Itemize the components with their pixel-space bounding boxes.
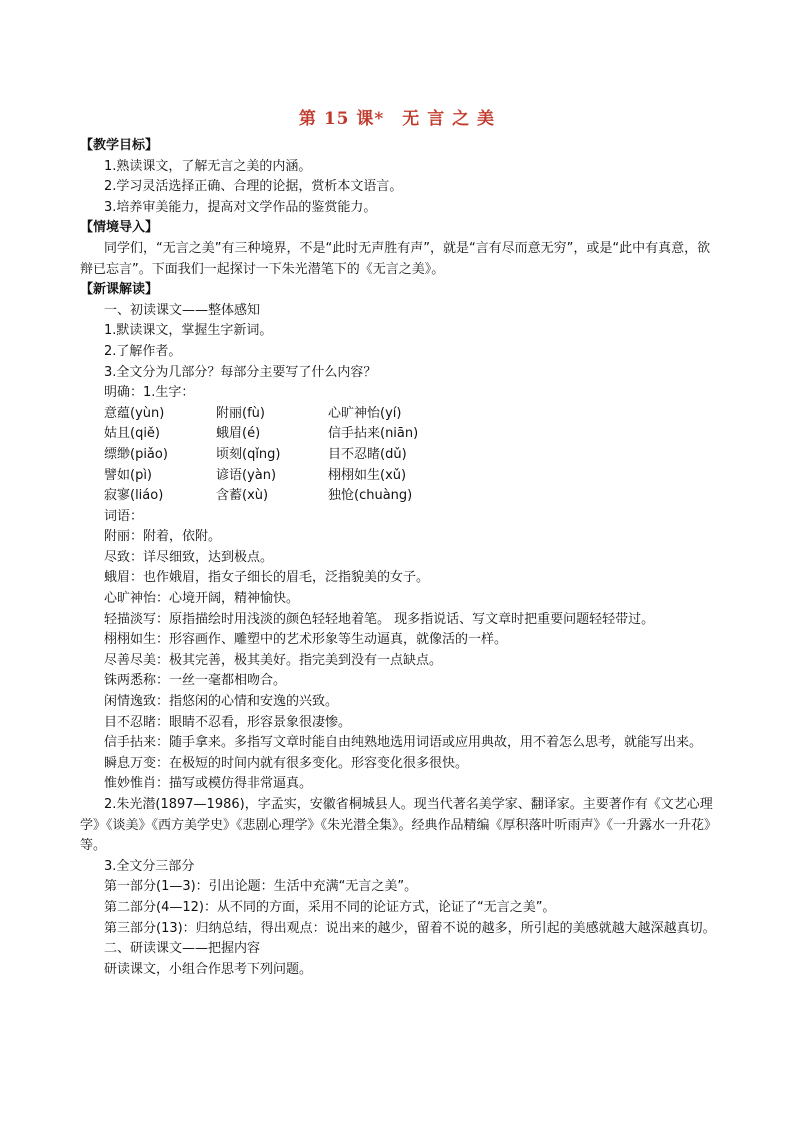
vocab-item: 含蓄(xù) xyxy=(216,488,269,504)
question-1: 1.默读课文，掌握生字新词。 xyxy=(104,323,273,339)
vocab-item: 譬如(pì) xyxy=(104,467,153,483)
vocab-item: 蛾眉(é) xyxy=(216,426,261,442)
objective-item: 2.学习灵活选择正确、合理的论据，赏析本文语言。 xyxy=(104,179,403,195)
structure-item: 第一部分(1—3)：引出论题：生活中充满“无言之美”。 xyxy=(104,879,418,895)
intro-heading: 【情境导入】 xyxy=(80,220,159,236)
answer-label: 明确：1.生字： xyxy=(104,385,195,401)
question-2: 2.了解作者。 xyxy=(104,343,182,359)
word-definition: 心旷神怡：心境开阔，精神愉快。 xyxy=(104,591,300,607)
vocab-item: 顷刻(qǐng) xyxy=(216,446,281,462)
question-3: 3.全文分为几部分？每部分主要写了什么内容？ xyxy=(104,364,377,380)
new-lesson-heading: 【新课解读】 xyxy=(80,282,159,298)
word-definition: 铢两悉称：一丝一毫都相吻合。 xyxy=(104,673,287,689)
word-definition: 附丽：附着，依附。 xyxy=(104,529,222,545)
structure-title: 3.全文分三部分 xyxy=(104,858,195,874)
vocab-item: 目不忍睹(dǔ) xyxy=(328,446,407,462)
part2-title: 二、研读课文——把握内容 xyxy=(104,941,261,957)
word-definition: 闲情逸致：指悠闲的心情和安逸的兴致。 xyxy=(104,694,339,710)
words-label: 词语： xyxy=(104,508,144,524)
objective-item: 1.熟读课文，了解无言之美的内涵。 xyxy=(104,158,312,174)
vocab-item: 缥缈(piǎo) xyxy=(104,446,168,462)
word-definition: 蛾眉：也作娥眉，指女子细长的眉毛，泛指貌美的女子。 xyxy=(104,570,430,586)
vocab-item: 心旷神怡(yí) xyxy=(328,405,402,421)
structure-item: 第二部分(4—12)：从不同的方面，采用不同的论证方式，论证了“无言之美”。 xyxy=(104,899,556,915)
vocab-item: 姑且(qiě) xyxy=(104,426,161,442)
document-body xyxy=(80,136,720,980)
structure-item: 第三部分(13)：归纳总结，得出观点：说出来的越少，留着不说的越多，所引起的美感就越大越深越真切。 xyxy=(104,920,716,936)
word-definition: 尽善尽美：极其完善，极其美好。指完美到没有一点缺点。 xyxy=(104,652,443,668)
word-definition: 栩栩如生：形容画作、雕塑中的艺术形象等生动逼真，就像活的一样。 xyxy=(104,632,508,648)
intro-paragraph: 同学们，“无言之美”有三种境界，不是“此时无声胜有声”，就是“言有尽而意无穷”，或是“此中有真意，欲辩已忘言”。下面我们一起探讨一下朱光潜笔下的《无言之美》。 xyxy=(80,240,711,277)
vocab-item: 附丽(fù) xyxy=(216,405,265,421)
vocabulary-grid xyxy=(80,404,720,507)
vocab-item: 独怆(chuàng) xyxy=(328,488,413,504)
part2-text: 研读课文，小组合作思考下列问题。 xyxy=(104,961,313,977)
word-definition: 瞬息万变：在极短的时间内就有很多变化。形容变化很多很快。 xyxy=(104,755,469,771)
objective-item: 3.培养审美能力，提高对文学作品的鉴赏能力。 xyxy=(104,199,377,215)
word-definition: 尽致：详尽细致，达到极点。 xyxy=(104,549,274,565)
vocab-item: 信手拈来(niān) xyxy=(328,426,419,442)
word-definition: 惟妙惟肖：描写或模仿得非常逼真。 xyxy=(104,776,313,792)
word-definition: 信手拈来：随手拿来。多指写文章时能自由纯熟地选用词语或应用典故，用不着怎么思考，就能写出来。 xyxy=(104,735,703,751)
lesson-title: 第 15 课* 无 言 之 美 xyxy=(298,109,496,129)
word-definition: 目不忍睹：眼睛不忍看，形容景象很凄惨。 xyxy=(104,714,352,730)
author-paragraph: 2.朱光潜(1897—1986)，字孟实，安徽省桐城县人。现当代著名美学家、翻译家。主要著作有《文艺心理学》《谈美》《西方美学史》《悲剧心理学》《朱光潜全集》。经典作品精编《厚积落叶听雨声》《一升露水一升花》等。 xyxy=(80,797,718,854)
vocab-item: 栩栩如生(xǔ) xyxy=(328,467,407,483)
word-definition: 轻描淡写：原指描绘时用浅淡的颜色轻轻地着笔。 现多指说话、写文章时把重要问题轻轻带过。 xyxy=(104,611,655,627)
vocab-item: 意蕴(yùn) xyxy=(104,405,165,421)
vocab-item: 寂寥(liáo) xyxy=(104,488,164,504)
vocab-item: 谚语(yàn) xyxy=(216,467,277,483)
objectives-heading: 【教学目标】 xyxy=(80,138,159,153)
part1-title: 一、初读课文——整体感知 xyxy=(104,302,261,318)
